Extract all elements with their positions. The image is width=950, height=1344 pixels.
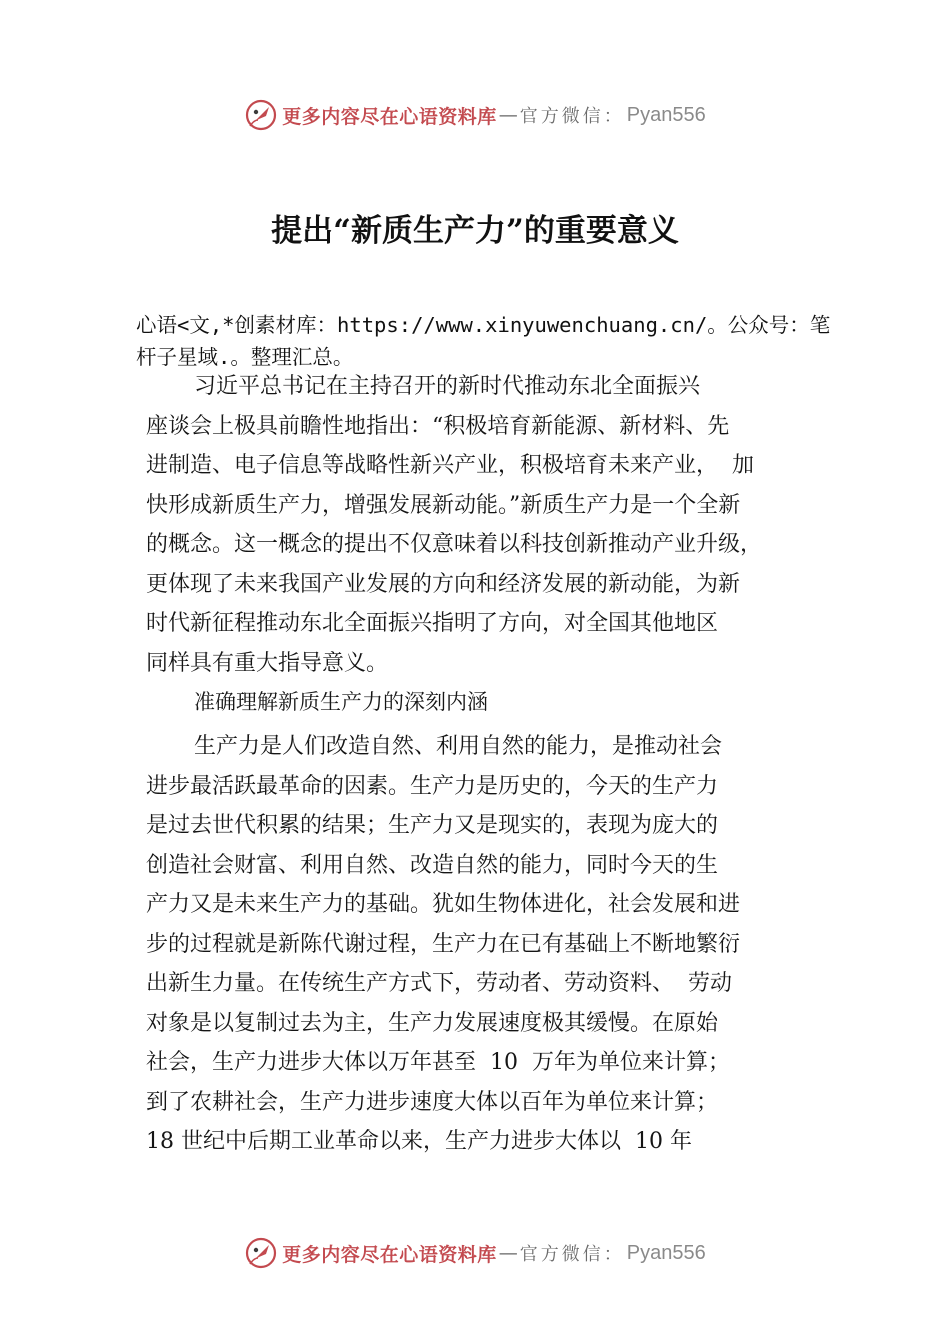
text-line: 快形成新质生产力，增强发展新动能。”新质生产力是一个全新 [146,492,741,518]
text-line: 到了农耕社会，生产力进步速度大体以百年为单位来计算； [146,1089,719,1115]
section-heading-block [146,683,826,723]
wechat-label: 官方微信： [519,1244,625,1265]
text-line: 产力又是未来生产力的基础。犹如生物体进化，社会发展和进 [146,892,741,917]
wechat-id: Pyan556 [626,103,706,126]
quill-logo-icon [244,98,278,132]
text-line: 时代新征程推动东北全面振兴指明了方向，对全国其他地区 [146,611,719,636]
text-line: 步的过程就是新陈代谢过程，生产力在已有基础上不断地繁衍 [146,931,741,957]
wechat-label: 官方微信： [519,106,625,127]
header-banner [0,95,950,135]
text-line: 进步最活跃最革命的因素。生产力是历史的，今天的生产力 [146,773,719,799]
paragraph-1 [146,367,826,683]
text-line: 座谈会上极具前瞻性地指出：“积极培育新能源、新材料、先 [146,413,730,439]
banner-dash: — [498,1242,518,1264]
text-line: 同样具有重大指导意义。 [146,650,389,676]
text-line: 对象是以复制过去为主，生产力发展速度极其缓慢。在原始 [146,1010,719,1036]
brand-text: 更多内容尽在心语资料库 [282,105,497,128]
text-line: 生产力是人们改造自然、利用自然的能力，是推动社会 [194,734,723,759]
text-line: 社会，生产力进步大体以万年甚至 10 万年为单位来计算； [146,1050,730,1075]
footer-banner [0,1233,950,1273]
text-line: 创造社会财富、利用自然、改造自然的能力，同时今天的生 [146,852,719,878]
quill-logo-icon [244,1236,278,1270]
text-line: 习近平总书记在主持召开的新时代推动东北全面振兴 [194,374,701,399]
brand-text: 更多内容尽在心语资料库 [282,1243,497,1266]
paragraph-2 [146,727,826,1162]
wechat-id: Pyan556 [626,1241,706,1264]
page-title: 提出“新质生产力”的重要意义 [271,213,679,249]
source-note: 心语<文,*创素材库：https://www.xinyuwenchuang.cn/。公众号：笔杆子星域.。整理汇总。 [136,313,831,369]
text-line: 更体现了未来我国产业发展的方向和经济发展的新动能，为新 [146,571,741,597]
text-line: 18 世纪中后期工业革命以来，生产力进步大体以 10 年 [146,1129,692,1154]
text-line: 的概念。这一概念的提出不仅意味着以科技创新推动产业升级， [146,532,763,557]
text-line: 是过去世代积累的结果；生产力又是现实的，表现为庞大的 [146,813,719,838]
banner-dash: — [498,104,518,126]
text-line: 出新生力量。在传统生产方式下，劳动者、劳动资料、 劳动 [146,971,732,996]
text-line: 进制造、电子信息等战略性新兴产业，积极培育未来产业， 加 [146,453,754,478]
section-heading: 准确理解新质生产力的深刻内涵 [194,690,488,714]
